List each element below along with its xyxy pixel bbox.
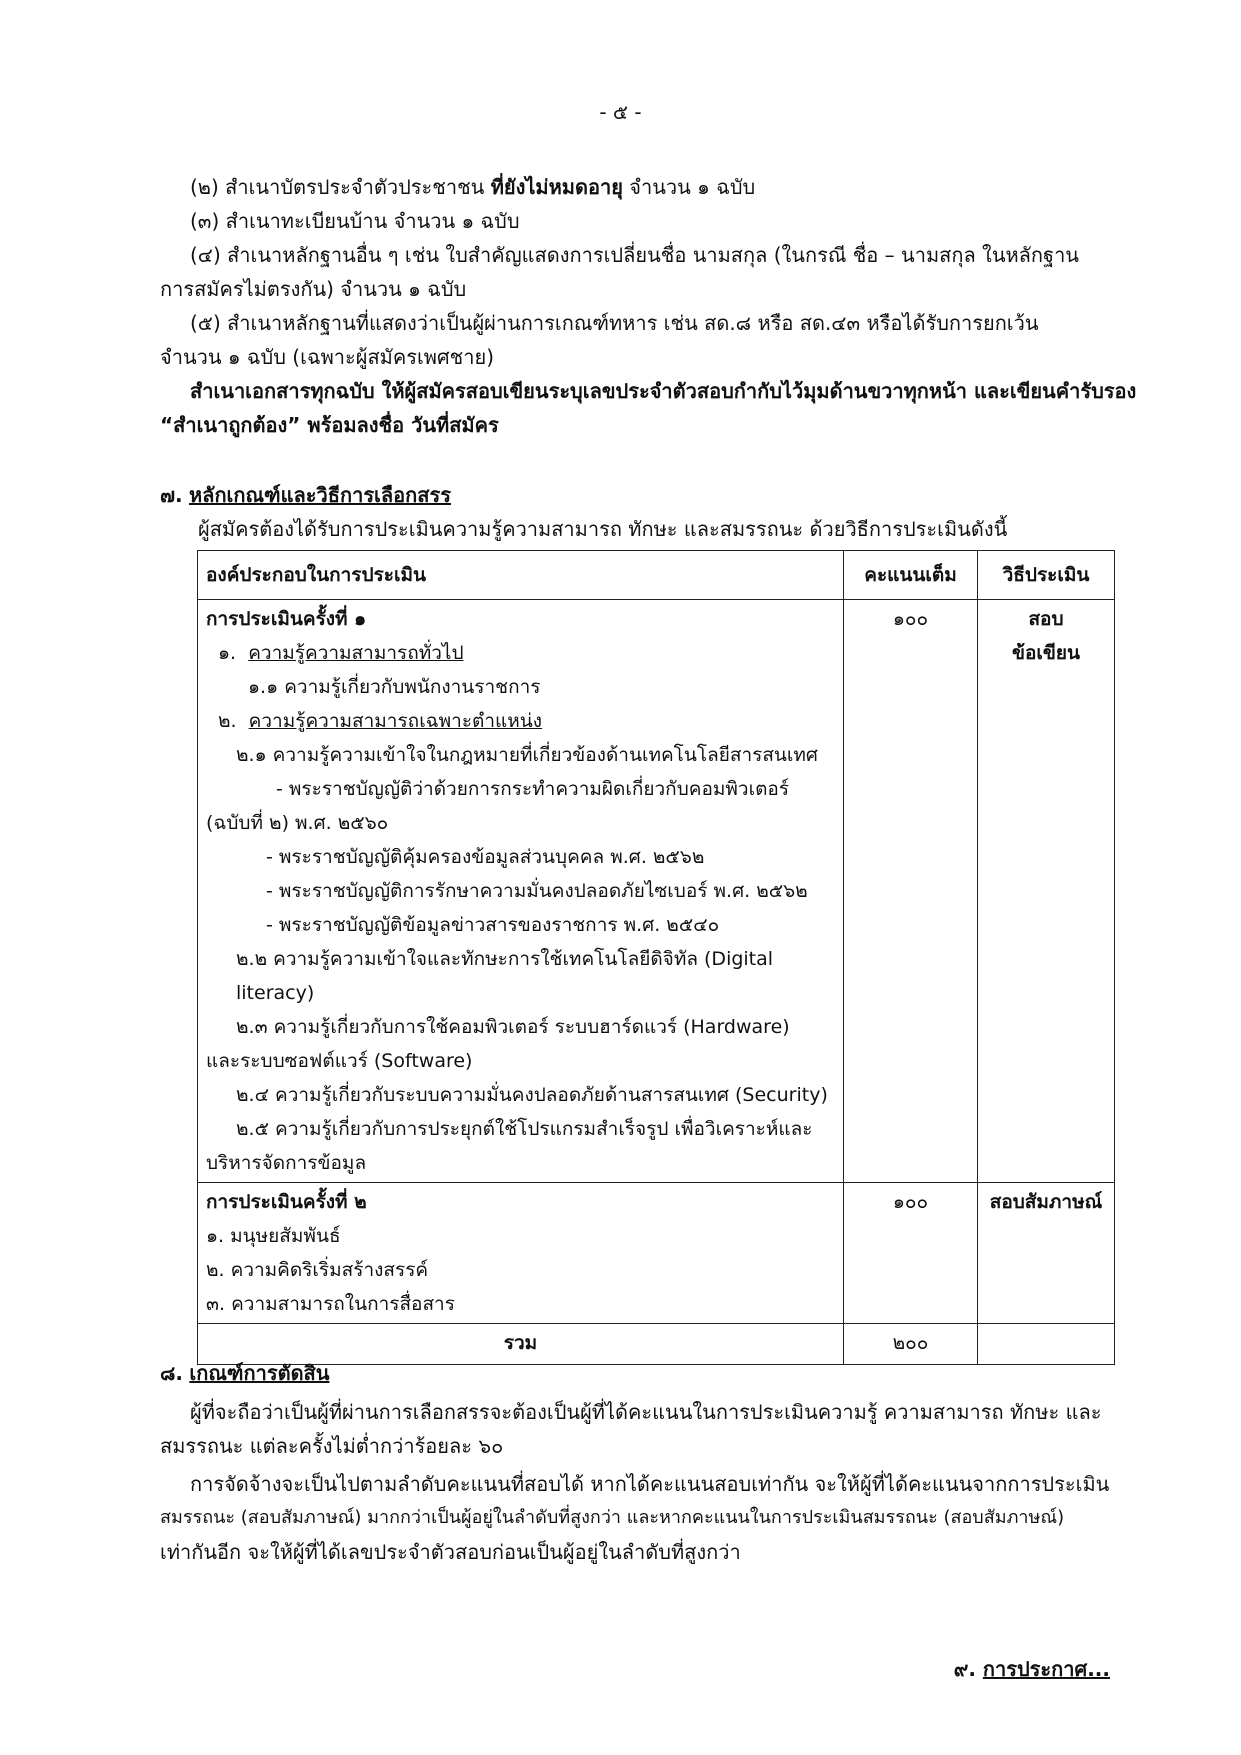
next-page-reference: ๙. การประกาศ...: [953, 1657, 1110, 1681]
round-2-score: ๑๐๐: [844, 1183, 978, 1324]
round-1-item-2-5-line2: บริหารจัดการข้อมูล: [206, 1152, 367, 1174]
section-7-intro: ผู้สมัครต้องได้รับการประเมินความรู้ความสามารถ ทักษะ และสมรรถนะ ด้วยวิธีการประเมินดังนี้: [198, 517, 1008, 541]
law-2: - พระราชบัญญัติคุ้มครองข้อมูลส่วนบุคคล พ.ศ. ๒๕๖๒: [266, 846, 705, 868]
document-list: [160, 170, 1137, 442]
round-1-item-2-5-line1: ๒.๕ ความรู้เกี่ยวกับการประยุกต์ใช้โปรแกรมสำเร็จรูป เพื่อวิเคราะห์และ: [236, 1118, 813, 1140]
round-1-row: [198, 600, 1115, 1183]
round-1-score: ๑๐๐: [844, 600, 978, 1183]
total-label: รวม: [198, 1324, 844, 1365]
criteria-p2-line2: สมรรถนะ (สอบสัมภาษณ์) มากกว่าเป็นผู้อยู่ในลำดับที่สูงกว่า และหากคะแนนในการประเมินสมรรถนะ (สอบสัมภาษณ์): [160, 1507, 1065, 1528]
law-4: - พระราชบัญญัติข้อมูลข่าวสารของราชการ พ.ศ. ๒๕๔๐: [266, 914, 720, 936]
round-2-item-2: ๒. ความคิดริเริ่มสร้างสรรค์: [206, 1259, 429, 1281]
doc-item-4-line2: การสมัครไม่ตรงกัน) จำนวน ๑ ฉบับ: [160, 277, 467, 301]
round-1-section-1: ๑. ความรู้ความสามารถทั่วไป: [218, 642, 464, 664]
round-1-components: [198, 600, 844, 1183]
round-2-item-1: ๑. มนุษยสัมพันธ์: [206, 1225, 341, 1247]
round-1-item-2-2: ๒.๒ ความรู้ความเข้าใจและทักษะการใช้เทคโนโลยีดิจิทัล (Digital literacy): [236, 948, 774, 1004]
round-1-item-2-3-line1: ๒.๓ ความรู้เกี่ยวกับการใช้คอมพิวเตอร์ ระบบฮาร์ดแวร์ (Hardware): [236, 1016, 790, 1038]
round-2-row: [198, 1183, 1115, 1324]
criteria-p1-line1: ผู้ที่จะถือว่าเป็นผู้ที่ผ่านการเลือกสรรจะต้องเป็นผู้ที่ได้คะแนนในการประเมินความรู้ ความสามารถ ทักษะ และ: [190, 1400, 1102, 1424]
table-header-row: [198, 551, 1115, 600]
doc-item-4-line1: (๔) สำเนาหลักฐานอื่น ๆ เช่น ใบสำคัญแสดงการเปลี่ยนชื่อ นามสกุล (ในกรณี ชื่อ – นามสกุล ในหลักฐาน: [190, 243, 1079, 267]
section-8-body: [160, 1395, 1115, 1569]
round-1-item-2-3-line2: และระบบซอฟต์แวร์ (Software): [206, 1050, 473, 1072]
round-1-item-2-4: ๒.๔ ความรู้เกี่ยวกับระบบความมั่นคงปลอดภัยด้านสารสนเทศ (Security): [236, 1084, 828, 1106]
doc-item-2: (๒) สำเนาบัตรประจำตัวประชาชน ที่ยังไม่หมดอายุ จำนวน ๑ ฉบับ: [190, 175, 756, 199]
total-score: ๒๐๐: [844, 1324, 978, 1365]
header-component: องค์ประกอบในการประเมิน: [198, 551, 844, 600]
round-1-item-1-1: ๑.๑ ความรู้เกี่ยวกับพนักงานราชการ: [248, 676, 541, 698]
criteria-p2-line3: เท่ากันอีก จะให้ผู้ที่ได้เลขประจำตัวสอบก่อนเป็นผู้อยู่ในลำดับที่สูงกว่า: [160, 1540, 741, 1564]
round-1-item-2-1: ๒.๑ ความรู้ความเข้าใจในกฎหมายที่เกี่ยวข้องด้านเทคโนโลยีสารสนเทศ: [236, 744, 818, 766]
criteria-p1-line2: สมรรถนะ แต่ละครั้งไม่ต่ำกว่าร้อยละ ๖๐: [160, 1434, 504, 1458]
law-1-line2: (ฉบับที่ ๒) พ.ศ. ๒๕๖๐: [206, 812, 389, 834]
round-1-method: สอบ ข้อเขียน: [978, 600, 1115, 1183]
doc-item-5-line1: (๕) สำเนาหลักฐานที่แสดงว่าเป็นผู้ผ่านการเกณฑ์ทหาร เช่น สด.๘ หรือ สด.๔๓ หรือได้รับการยกเว้น: [190, 311, 1039, 335]
header-full-score: คะแนนเต็ม: [844, 551, 978, 600]
section-7-heading: ๗. หลักเกณฑ์และวิธีการเลือกสรร: [160, 483, 451, 507]
round-2-components: [198, 1183, 844, 1324]
page-number: - ๕ -: [599, 100, 642, 124]
header-method: วิธีประเมิน: [978, 551, 1115, 600]
criteria-table: [197, 550, 1115, 1365]
law-1-line1: - พระราชบัญญัติว่าด้วยการกระทำความผิดเกี่ยวกับคอมพิวเตอร์: [276, 778, 790, 800]
section-8-heading: ๘. เกณฑ์การตัดสิน: [160, 1361, 330, 1385]
round-1-title: การประเมินครั้งที่ ๑: [206, 608, 367, 630]
round-2-method: สอบสัมภาษณ์: [978, 1183, 1115, 1324]
copy-note-line1: สำเนาเอกสารทุกฉบับ ให้ผู้สมัครสอบเขียนระบุเลขประจำตัวสอบกำกับไว้มุมด้านขวาทุกหน้า และเขียนคำรับรอง: [190, 379, 1137, 403]
doc-item-5-line2: จำนวน ๑ ฉบับ (เฉพาะผู้สมัครเพศชาย): [160, 345, 494, 369]
round-2-item-3: ๓. ความสามารถในการสื่อสาร: [206, 1293, 455, 1315]
criteria-p2-line1: การจัดจ้างจะเป็นไปตามลำดับคะแนนที่สอบได้ หากได้คะแนนสอบเท่ากัน จะให้ผู้ที่ได้คะแนนจากการประเมิน: [190, 1472, 1110, 1496]
round-1-section-2: ๒. ความรู้ความสามารถเฉพาะตำแหน่ง: [218, 710, 543, 732]
copy-note-line2: “สำเนาถูกต้อง” พร้อมลงชื่อ วันที่สมัคร: [160, 413, 499, 437]
round-2-title: การประเมินครั้งที่ ๒: [206, 1191, 367, 1213]
doc-item-3: (๓) สำเนาทะเบียนบ้าน จำนวน ๑ ฉบับ: [190, 209, 520, 233]
law-3: - พระราชบัญญัติการรักษาความมั่นคงปลอดภัยไซเบอร์ พ.ศ. ๒๕๖๒: [266, 880, 808, 902]
